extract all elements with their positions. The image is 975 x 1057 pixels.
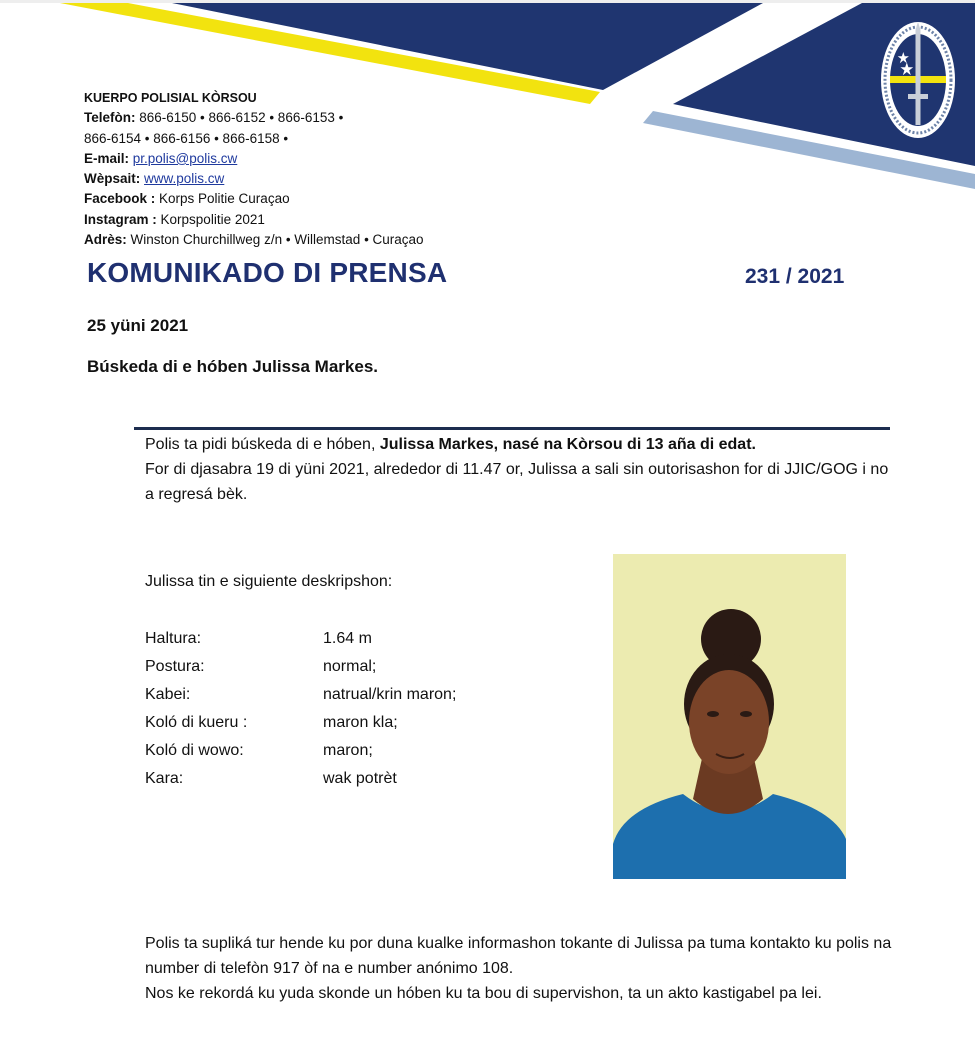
page-title: KOMUNIKADO DI PRENSA xyxy=(87,257,448,288)
description-label: Koló di wowo: xyxy=(145,742,244,759)
release-subject: Búskeda di e hóben Julissa Markes. xyxy=(87,357,379,376)
description-list xyxy=(145,625,456,793)
email-line xyxy=(84,149,424,169)
description-row xyxy=(145,625,456,653)
police-emblem-icon xyxy=(881,22,955,138)
description-row xyxy=(145,681,456,709)
description-row xyxy=(145,709,456,737)
description-value: normal; xyxy=(323,658,377,675)
instagram-value: Korpspolitie 2021 xyxy=(156,211,265,227)
contact-block xyxy=(84,88,424,250)
description-label: Postura: xyxy=(145,658,205,675)
closing-line-2: Nos ke rekordá ku yuda skonde un hóben ku ta bou di supervishon, ta un akto kastigabel pa lei. xyxy=(145,985,822,1002)
phone-numbers-1: 866-6150 • 866-6152 • 866-6153 • xyxy=(135,110,344,126)
divider-rule xyxy=(134,427,890,430)
intro-line-2: For di djasabra 19 di yüni 2021, alrededor di 11.47 or, Julissa a sali sin outorisashon for di JJIC/GOG i no a regresá bèk. xyxy=(145,461,889,503)
address-label: Adrès: xyxy=(84,232,127,248)
phone-line-1 xyxy=(84,108,424,128)
email-label: E-mail: xyxy=(84,150,130,166)
description-row xyxy=(145,653,456,681)
intro-line-1 xyxy=(145,432,895,457)
phone-numbers-2: 866-6154 • 866-6156 • 866-6158 • xyxy=(84,130,289,146)
website-line xyxy=(84,169,424,189)
description-value: 1.64 m xyxy=(323,630,372,647)
description-value: maron kla; xyxy=(323,714,398,731)
email-link[interactable]: pr.polis@polis.cw xyxy=(132,150,238,166)
closing-paragraph xyxy=(145,931,895,1006)
description-label: Haltura: xyxy=(145,630,202,647)
closing-line-1: Polis ta supliká tur hende ku por duna kualke informashon tokante di Julissa pa tuma kontakto ku polis na number di telefòn 917 òf na e number anónimo 108. xyxy=(145,935,892,977)
facebook-label: Facebook : xyxy=(84,191,156,207)
release-date: 25 yüni 2021 xyxy=(87,316,189,335)
release-number: 231 / 2021 xyxy=(745,265,845,288)
organization-name: KUERPO POLISIAL KÒRSOU xyxy=(84,91,257,105)
website-link[interactable]: www.polis.cw xyxy=(144,171,225,187)
facebook-value: Korps Politie Curaçao xyxy=(155,191,290,207)
instagram-label: Instagram : xyxy=(84,211,157,227)
facebook-line xyxy=(84,189,424,209)
description-label: Kabei: xyxy=(145,686,191,703)
description-value: wak potrèt xyxy=(323,770,397,787)
phone-label: Telefòn: xyxy=(84,110,136,126)
description-row xyxy=(145,737,456,765)
intro-bold-text: Julissa Markes, nasé na Kòrsou di 13 aña di edat. xyxy=(379,436,756,453)
description-label: Koló di kueru : xyxy=(145,714,248,731)
description-intro: Julissa tin e siguiente deskripshon: xyxy=(145,573,393,590)
address-line xyxy=(84,230,424,250)
address-value: Winston Churchillweg z/n • Willemstad • Curaçao xyxy=(126,232,424,248)
missing-person-photo xyxy=(613,554,846,879)
description-value: maron; xyxy=(323,742,373,759)
instagram-line xyxy=(84,210,424,230)
description-value: natrual/krin maron; xyxy=(323,686,457,703)
website-label: Wèpsait: xyxy=(84,171,141,187)
description-label: Kara: xyxy=(145,770,184,787)
intro-paragraph xyxy=(145,432,895,507)
description-row xyxy=(145,765,456,793)
intro-text: Polis ta pidi búskeda di e hóben, xyxy=(145,436,380,453)
